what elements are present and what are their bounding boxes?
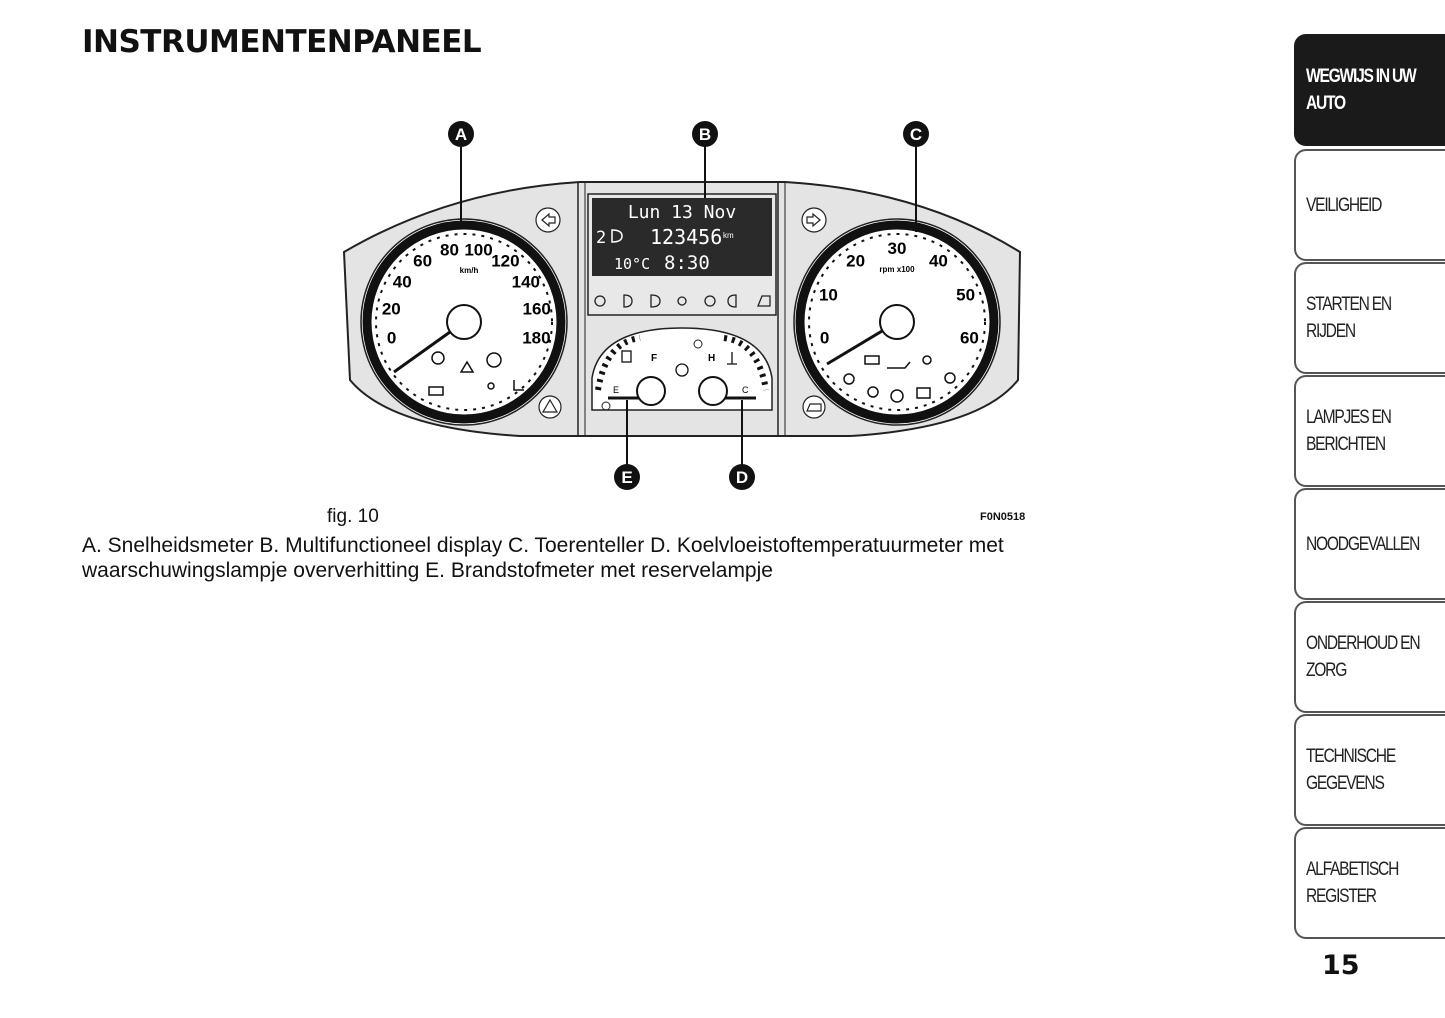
fuel-gauge-empty-label: E [613,385,620,395]
temp-gauge-knob [699,377,727,405]
tab-alfabetisch-register[interactable] [1294,827,1445,939]
speedometer-tick-label-120: 120 [491,251,520,271]
tab-label: LAMPJES EN BERICHTEN [1306,407,1391,455]
tab-label: WEGWIJS IN UW AUTO [1306,66,1416,114]
speedometer-tick-label-180: 180 [522,328,551,348]
tachometer-tick-label-20: 20 [846,251,866,271]
speedometer-tick-label-60: 60 [413,251,433,271]
callout-label-b: B [698,125,712,144]
tachometer-tick-label-10: 10 [818,285,838,305]
tachometer-tick-label-40: 40 [928,251,948,271]
instrument-panel-illustration [330,110,1040,500]
tab-veiligheid[interactable] [1294,149,1445,261]
speedometer-tick-label-140: 140 [511,272,540,292]
callout-label-a: A [454,125,468,144]
tab-technische-gegevens[interactable] [1294,714,1445,826]
fuel-gauge-knob [637,377,665,405]
callout-label-e: E [621,468,633,487]
tab-label: VEILIGHEID [1306,194,1382,216]
display-odometer: 123456 [650,225,723,249]
tab-label: ONDERHOUD EN ZORG [1306,633,1420,681]
tab-label: TECHNISCHE GEGEVENS [1306,746,1395,794]
small-gauges [592,328,772,410]
tachometer-tick-label-30: 30 [887,239,907,258]
tab-label: NOODGEVALLEN [1306,533,1420,555]
speedometer-tick-label-20: 20 [381,299,401,319]
speedometer-tick-label-100: 100 [464,240,493,260]
callout-label-d: D [735,468,749,487]
callout-label-c: C [909,125,923,144]
tachometer-tick-label-60: 60 [959,328,979,348]
tab-label: STARTEN EN RIJDEN [1306,294,1391,342]
speedometer-unit: km/h [459,266,479,275]
tachometer-tick-label-50: 50 [956,285,976,305]
figure-caption: fig. 10 [327,506,379,527]
display-date: Lun 13 Nov [627,202,737,223]
tab-label: ALFABETISCH REGISTER [1306,859,1399,907]
tachometer-tick-label-0: 0 [819,328,830,348]
left-turn-indicator-icon [536,208,560,232]
tab-starten-en-rijden[interactable] [1294,262,1445,374]
tab-onderhoud-en-zorg[interactable] [1294,601,1445,713]
fuel-gauge-full-label: F [651,353,658,364]
temp-gauge-cold-label: C [742,385,749,395]
display-gear-indicator: 2 [596,228,607,248]
tab-noodgevallen[interactable] [1294,488,1445,600]
page-number: 15 [1322,950,1360,981]
display-time: 8:30 [664,252,710,274]
right-turn-indicator-icon [802,208,826,232]
speedometer-tick-label-160: 160 [522,299,551,319]
tab-lampjes-en-berichten[interactable] [1294,375,1445,487]
figure-description: A. Snelheidsmeter B. Multifunctioneel display C. Toerenteller D. Koelvloeistoftemperatuurmeter met waarschuwingslampje oververhitting E. Brandstofmeter met reservelampje [82,534,1004,582]
trunk-open-icon [803,396,825,418]
tachometer-unit: rpm x100 [879,265,915,274]
multifunction-display [588,194,776,315]
tachometer [794,219,1000,425]
temp-gauge-hot-label: H [708,353,716,364]
display-temperature: 10°C [614,255,651,273]
page-title: INSTRUMENTENPANEEL [82,24,482,60]
speedometer [361,219,567,425]
speedometer-tick-label-80: 80 [440,240,459,260]
display-odometer-unit: km [723,231,734,240]
speedometer-tick-label-0: 0 [386,328,397,348]
instrument-panel-figure [330,110,1040,505]
tab-wegwijs[interactable] [1294,34,1445,146]
speedometer-tick-label-40: 40 [392,272,412,292]
figure-code: F0N0518 [980,511,1026,523]
